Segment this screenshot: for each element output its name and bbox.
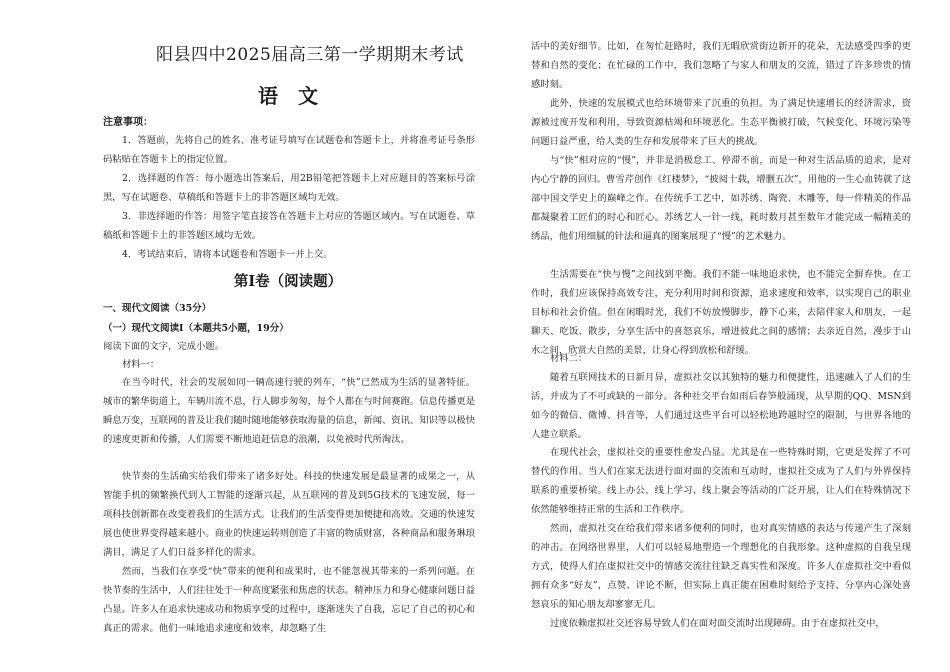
notice-item-1: 1．答题前，先将自己的姓名、准考证号填写在试题卷和答题卡上，并将准考证号条形码粘贴在答题卡上的指定位置。 [103, 135, 475, 165]
notice-item-4: 4．考试结束后，请将本试题卷和答题卡一并上交。 [122, 249, 333, 260]
notice-item-2: 2．选择题的作答：每小题选出答案后，用2B铅笔把答题卡上对应题目的答案标号涂黑，写在试题卷、草稿纸和答题卡上的非答题区域均无效。 [103, 173, 475, 203]
exam-title: 阳县四中2025届高三第一学期期末考试 [156, 45, 464, 65]
volume-title: 第Ⅰ卷（阅读题） [233, 273, 343, 290]
right-paragraph-4: 生活需要在“快与慢”之间找到平衡。我们不能一味地追求快，也不能完全摒弃快。在工作时，我们应该保持高效专注，充分利用时间和资源，追求速度和效率，以实现自己的职业目标和社会价值。但在闲暇时光，我们不妨放慢脚步，静下心来，去陪伴家人和朋友，一起聊天、吃饭、散步，分享生活中的喜怒哀乐，增进彼此之间的感情；去亲近自然，漫步于山水之间，欣赏大自然的美景，让身心得到放松和舒缓。 [531, 269, 911, 356]
reading-instruction: 阅读下面的文字，完成小题。 [103, 341, 224, 352]
right-paragraph-1: 活中的美好细节。比如，在匆忙赶路时，我们无暇欣赏街边新开的花朵，无法感受四季的更替和自然的变化；在忙碌的工作中，我们忽略了与家人和朋友的交流，错过了许多珍贵的情感时刻。 [531, 41, 911, 90]
right-paragraph-5: 随着互联网技术的日新月异，虚拟社交以其独特的魅力和便捷性，迅速融入了人们的生活，并成为了不可或缺的一部分。各种社交平台如雨后春笋般涌现，从早期的QQ、MSN到如今的微信、微博、抖音等，人们通过这些平台可以轻松地跨越时空的限制，与世界各地的人建立联系。 [531, 372, 911, 440]
material-1-label: 材料一： [122, 359, 160, 370]
left-column [98, 0, 478, 672]
section-heading: 一、现代文阅读（35分） [103, 303, 212, 314]
left-paragraph-2: 快节奏的生活确实给我们带来了诸多好处。科技的快速发展是最显著的成果之一，从智能手机的频繁换代到人工智能的逐渐兴起，从互联网的普及到5G技术的飞速发展，每一项科技创新都在改变着我们的生活方式。让我们的生活变得更加便捷和高效。交通的快速发展也使世界变得越来越小。商业的快速运转则创造了丰富的物质财富，各种商品和服务琳琅满目，满足了人们日益多样化的需求。 [103, 471, 475, 558]
right-paragraph-8: 过度依赖虚拟社交还容易导致人们在面对面交流时出现障碍。由于在虚拟社交中， [550, 618, 885, 629]
subject-title: 语文 [258, 84, 338, 108]
subsection-heading: （一）现代文阅读Ⅰ（本题共5小题，19分） [103, 323, 289, 334]
right-paragraph-2: 此外，快速的发展模式也给环境带来了沉重的负担。为了满足快速增长的经济需求，资源被过度开发和利用，导致资源枯竭和环境恶化。生态平衡被打破，气候变化、环境污染等问题日益严重，给人类的生存和发展带来了巨大的挑战。 [531, 98, 911, 147]
notice-item-3: 3．非选择题的作答：用签字笔直接答在答题卡上对应的答题区域内。写在试题卷、草稿纸和答题卡上的非答题区域均无效。 [103, 211, 475, 241]
right-paragraph-3: 与“快”相对应的“慢”，并非是消极怠工、停滞不前，而是一种对生活品质的追求，是对内心宁静的回归。曹雪芹创作《红楼梦》，“披阅十载，增删五次”，用他的一生心血铸就了这部中国文学史上的巅峰之作。在传统手工艺中，如苏绣、陶瓷、木雕等，每一件精美的作品都凝聚着工匠们的时心和匠心。苏绣艺人一针一线，耗时数月甚至数年才能完成一幅精美的绣品，他们用细腻的针法和逼真的图案展现了“慢”的艺术魅力。 [531, 155, 911, 242]
right-column [531, 0, 911, 672]
notice-heading: 注意事项： [103, 117, 153, 128]
left-paragraph-1: 在当今时代，社会的发展如同一辆高速行驶的列车，“快”已然成为生活的显著特征。城市的繁华街道上，车辆川流不息，行人脚步匆匆，每个人都在与时间赛跑。信息传播更是瞬息万变，互联网的普及让我们随时随地能够获取海量的信息，新闻、资讯、知识等以极快的速度更新和传播，人们需要不断地追赶信息的浪潮，以免被时代所淘汰。 [103, 377, 475, 445]
left-paragraph-3: 然而，当我们在享受“快”带来的便利和成果时，也不能忽视其带来的一系列问题。在快节奏的生活中，人们往往处于一种高度紧张和焦虑的状态。精神压力和身心健康问题日益凸显。许多人在追求快速成功和物质享受的过程中，逐渐迷失了自我，忘记了自己的初心和真正的需求。他们一味地追求速度和效率，却忽略了生 [103, 566, 475, 634]
right-paragraph-7: 然而，虚拟社交在给我们带来诸多便利的同时，也对真实情感的表达与传递产生了深刻的冲击。在网络世界里，人们可以轻易地塑造一个理想化的自我形象。这种虚拟的自我呈现方式，使得人们在虚拟社交中的情感交流往往缺乏真实性和深度。许多人在虚拟社交中看似拥有众多“好友”，点赞、评论不断，但实际上真正能在困难时刻给予支持、分享内心深处喜怒哀乐的知心朋友却寥寥无几。 [531, 523, 911, 610]
right-paragraph-6: 在现代社会，虚拟社交的重要性愈发凸显。尤其是在一些特殊时期，它更是发挥了不可替代的作用。当人们在家无法进行面对面的交流和互动时，虚拟社交成为了人们与外界保持联系的重要桥梁。线上办公、线上学习、线上聚会等活动的广泛开展，让人们在特殊情况下依然能够维持正常的生活和工作秩序。 [531, 447, 911, 515]
material-2-label: 材料二： [550, 353, 588, 364]
